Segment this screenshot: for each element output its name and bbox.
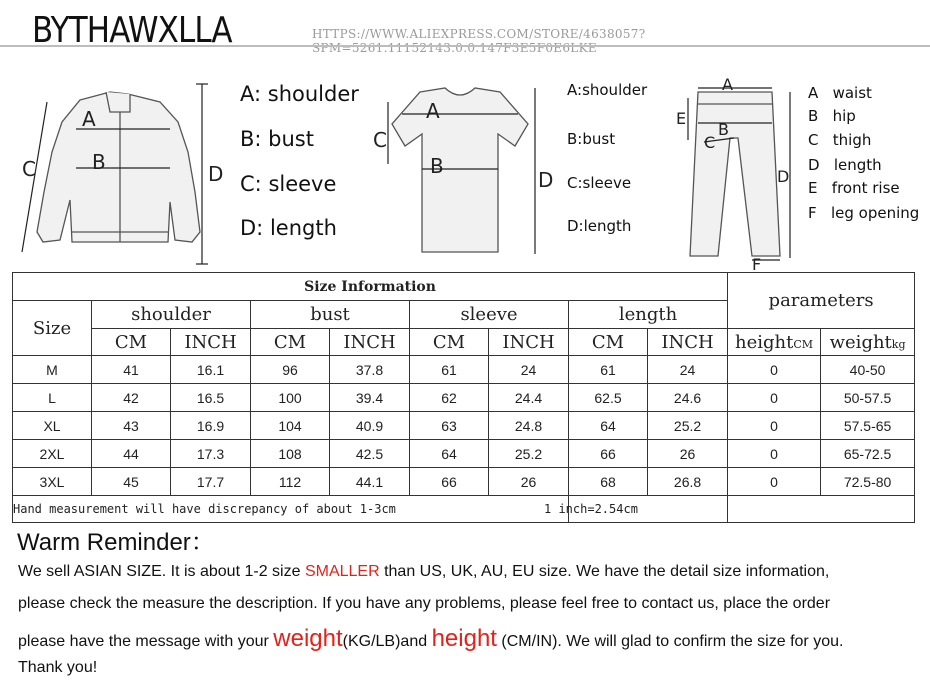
measurement-note: Hand measurement will have discrepancy of about 1-3cm bbox=[13, 496, 569, 523]
value-cell: 24 bbox=[648, 356, 728, 384]
tshirt-letter-a: A bbox=[426, 99, 440, 123]
pants-legend-a: A waist bbox=[808, 84, 872, 102]
value-cell: 25.2 bbox=[489, 440, 569, 468]
value-cell: 39.4 bbox=[330, 384, 410, 412]
table-row bbox=[13, 412, 915, 440]
table-row bbox=[13, 468, 915, 496]
tshirt-legend-a: A:shoulder bbox=[567, 81, 648, 99]
pants-legend-f: F leg opening bbox=[808, 204, 920, 222]
size-cell: XL bbox=[13, 412, 92, 440]
store-url[interactable]: HTTPS://WWW.ALIEXPRESS.COM/STORE/4638057?SPM=5261.11152143.0.0.147F3E5F0E6LKE bbox=[312, 27, 646, 55]
size-table bbox=[12, 272, 915, 523]
size-info-caption: Size Information bbox=[13, 273, 728, 301]
weight-cell: 40-50 bbox=[821, 356, 915, 384]
pants-legend-b: B hip bbox=[808, 107, 856, 125]
value-cell: 42.5 bbox=[330, 440, 410, 468]
header-divider bbox=[0, 45, 930, 47]
value-cell: 25.2 bbox=[648, 412, 728, 440]
pants-legend-c: C thigh bbox=[808, 131, 872, 149]
units-row bbox=[13, 329, 915, 356]
jacket-legend-b: B: bust bbox=[240, 127, 314, 151]
size-cell: 2XL bbox=[13, 440, 92, 468]
group-header-length: length bbox=[569, 301, 728, 329]
tshirt-letter-c: C bbox=[373, 128, 387, 152]
tshirt-letter-b: B bbox=[430, 154, 444, 178]
table-row bbox=[13, 440, 915, 468]
jacket-legend-a: A: shoulder bbox=[240, 82, 359, 106]
value-cell: 66 bbox=[569, 440, 648, 468]
value-cell: 61 bbox=[569, 356, 648, 384]
table-row bbox=[13, 356, 915, 384]
pants-letter-b: B bbox=[718, 120, 729, 139]
unit-header: INCH bbox=[330, 329, 410, 356]
jacket-illustration bbox=[10, 82, 225, 272]
value-cell: 100 bbox=[251, 384, 330, 412]
unit-header: INCH bbox=[171, 329, 251, 356]
height-cell: 0 bbox=[728, 468, 821, 496]
value-cell: 26 bbox=[489, 468, 569, 496]
jacket-letter-b: B bbox=[92, 150, 106, 174]
unit-header: CM bbox=[569, 329, 648, 356]
value-cell: 40.9 bbox=[330, 412, 410, 440]
pants-letter-f: F bbox=[752, 255, 762, 274]
group-header-shoulder: shoulder bbox=[92, 301, 251, 329]
value-cell: 37.8 bbox=[330, 356, 410, 384]
height-cell: 0 bbox=[728, 356, 821, 384]
unit-header: INCH bbox=[489, 329, 569, 356]
jacket-legend-c: C: sleeve bbox=[240, 172, 337, 196]
value-cell: 24.8 bbox=[489, 412, 569, 440]
value-cell: 26 bbox=[648, 440, 728, 468]
weight-cell: 65-72.5 bbox=[821, 440, 915, 468]
reminder-line-2: please check the measure the description. If you have any problems, please feel free to contact us, place the order bbox=[18, 595, 831, 612]
empty-cell bbox=[728, 496, 915, 523]
value-cell: 66 bbox=[410, 468, 489, 496]
value-cell: 24 bbox=[489, 356, 569, 384]
tshirt-legend-c: C:sleeve bbox=[567, 174, 632, 192]
pants-letter-c: C bbox=[704, 133, 716, 152]
group-header-sleeve: sleeve bbox=[410, 301, 569, 329]
value-cell: 44.1 bbox=[330, 468, 410, 496]
pants-letter-a: A bbox=[722, 75, 733, 94]
pants-letter-d: D bbox=[777, 167, 790, 186]
parameters-header: parameters bbox=[728, 273, 915, 329]
pants-legend-e: E front rise bbox=[808, 179, 900, 197]
jacket-letter-a: A bbox=[82, 107, 96, 131]
value-cell: 44 bbox=[92, 440, 171, 468]
value-cell: 108 bbox=[251, 440, 330, 468]
weight-cell: 57.5-65 bbox=[821, 412, 915, 440]
tshirt-letter-d: D bbox=[538, 168, 554, 192]
value-cell: 16.9 bbox=[171, 412, 251, 440]
value-cell: 17.3 bbox=[171, 440, 251, 468]
weight-cell: 72.5-80 bbox=[821, 468, 915, 496]
value-cell: 42 bbox=[92, 384, 171, 412]
pants-legend-d: D length bbox=[808, 156, 882, 174]
unit-header: CM bbox=[251, 329, 330, 356]
value-cell: 43 bbox=[92, 412, 171, 440]
tshirt-legend-b: B:bust bbox=[567, 130, 616, 148]
value-cell: 41 bbox=[92, 356, 171, 384]
tshirt-illustration bbox=[370, 84, 550, 264]
value-cell: 16.1 bbox=[171, 356, 251, 384]
value-cell: 104 bbox=[251, 412, 330, 440]
size-cell: M bbox=[13, 356, 92, 384]
value-cell: 96 bbox=[251, 356, 330, 384]
weight-header: weightkg bbox=[821, 329, 915, 356]
jacket-legend-d: D: length bbox=[240, 216, 337, 240]
value-cell: 26.8 bbox=[648, 468, 728, 496]
value-cell: 24.6 bbox=[648, 384, 728, 412]
jacket-letter-d: D bbox=[208, 162, 224, 186]
value-cell: 64 bbox=[569, 412, 648, 440]
height-cell: 0 bbox=[728, 412, 821, 440]
value-cell: 62 bbox=[410, 384, 489, 412]
pants-letter-e: E bbox=[676, 109, 687, 128]
reminder-title: Warm Reminder： bbox=[17, 529, 215, 556]
value-cell: 45 bbox=[92, 468, 171, 496]
height-cell: 0 bbox=[728, 440, 821, 468]
reminder-line-4: Thank you! bbox=[18, 659, 98, 676]
height-cell: 0 bbox=[728, 384, 821, 412]
value-cell: 63 bbox=[410, 412, 489, 440]
table-footer-row bbox=[13, 496, 915, 523]
unit-header: CM bbox=[92, 329, 171, 356]
size-header: Size bbox=[13, 301, 92, 356]
jacket-letter-c: C bbox=[22, 157, 36, 181]
size-cell: L bbox=[13, 384, 92, 412]
value-cell: 64 bbox=[410, 440, 489, 468]
reminder-line-1: We sell ASIAN SIZE. It is about 1-2 size SMALLER than US, UK, AU, EU size. We have the detail size information, bbox=[18, 563, 830, 580]
reminder-line-3: please have the message with your weight(KG/LB)and height (CM/IN). We will glad to confirm the size for you. bbox=[18, 625, 844, 652]
value-cell: 112 bbox=[251, 468, 330, 496]
weight-cell: 50-57.5 bbox=[821, 384, 915, 412]
unit-header: CM bbox=[410, 329, 489, 356]
height-header: heightCM bbox=[728, 329, 821, 356]
value-cell: 61 bbox=[410, 356, 489, 384]
conversion-note: 1 inch=2.54cm bbox=[569, 496, 728, 523]
value-cell: 24.4 bbox=[489, 384, 569, 412]
value-cell: 16.5 bbox=[171, 384, 251, 412]
tshirt-legend-d: D:length bbox=[567, 217, 632, 235]
unit-header: INCH bbox=[648, 329, 728, 356]
table-row bbox=[13, 384, 915, 412]
value-cell: 68 bbox=[569, 468, 648, 496]
group-header-bust: bust bbox=[251, 301, 410, 329]
value-cell: 62.5 bbox=[569, 384, 648, 412]
value-cell: 17.7 bbox=[171, 468, 251, 496]
size-cell: 3XL bbox=[13, 468, 92, 496]
brand-logo: BYTHAWXLLA bbox=[32, 10, 232, 51]
